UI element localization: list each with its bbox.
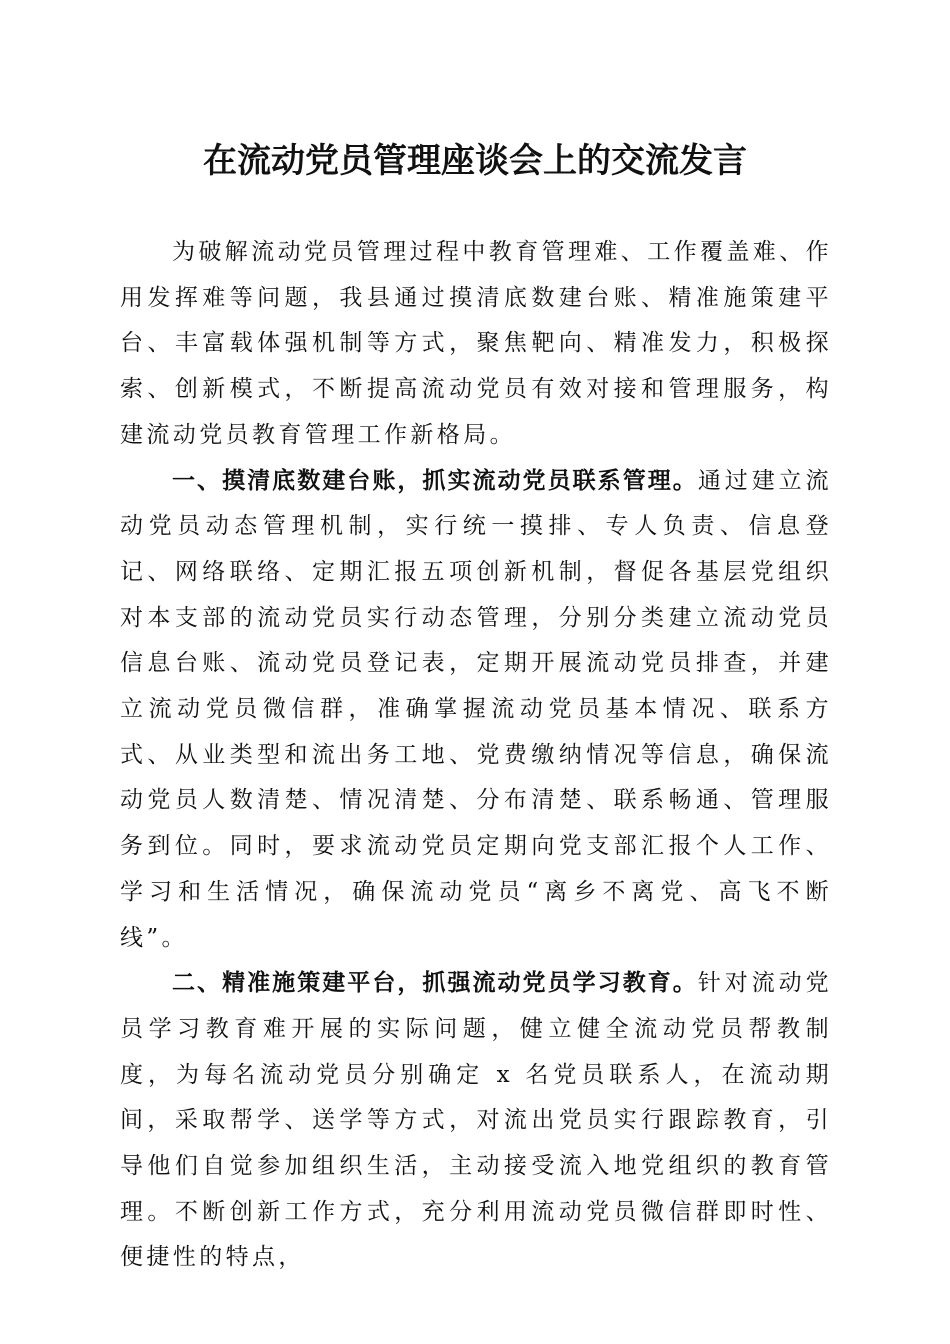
section-two-text: 针对流动党员学习教育难开展的实际问题，健立健全流动党员帮教制度，为每名流动党员分别确定 x 名党员联系人，在流动期间，采取帮学、送学等方式，对流出党员实行跟踪教育，引导他们自觉参加组织生活，主动接受流入地党组织的教育管理。不断创新工作方式，充分利用流动党员微信群即时性、便捷性的特点， xyxy=(120,970,833,1271)
section-one-paragraph xyxy=(120,459,832,962)
intro-paragraph-text: 为破解流动党员管理过程中教育管理难、工作覆盖难、作用发挥难等问题，我县通过摸清底数建台账、精准施策建平台、丰富载体强机制等方式，聚焦靶向、精准发力，积极探索、创新模式，不断提高流动党员有效对接和管理服务，构建流动党员教育管理工作新格局。 xyxy=(120,239,832,448)
section-one-text: 通过建立流动党员动态管理机制，实行统一摸排、专人负责、信息登记、网络联络、定期汇报五项创新机制，督促各基层党组织对本支部的流动党员实行动态管理，分别分类建立流动党员信息台账、流动党员登记表，定期开展流动党员排查，并建立流动党员微信群，准确掌握流动党员基本情况、联系方式、从业类型和流出务工地、党费缴纳情况等信息，确保流动党员人数清楚、情况清楚、分布清楚、联系畅通、管理服务到位。同时，要求流动党员定期向党支部汇报个人工作、学习和生活情况，确保流动党员“离乡不离党、高飞不断线”。 xyxy=(120,467,833,951)
section-one-heading: 一、摸清底数建台账，抓实流动党员联系管理。 xyxy=(172,467,698,494)
intro-paragraph xyxy=(120,230,832,459)
document-body xyxy=(120,230,832,1281)
document-title: 在流动党员管理座谈会上的交流发言 xyxy=(203,141,747,181)
section-two-paragraph xyxy=(120,961,832,1281)
section-two-heading: 二、精准施策建平台，抓强流动党员学习教育。 xyxy=(172,970,698,997)
